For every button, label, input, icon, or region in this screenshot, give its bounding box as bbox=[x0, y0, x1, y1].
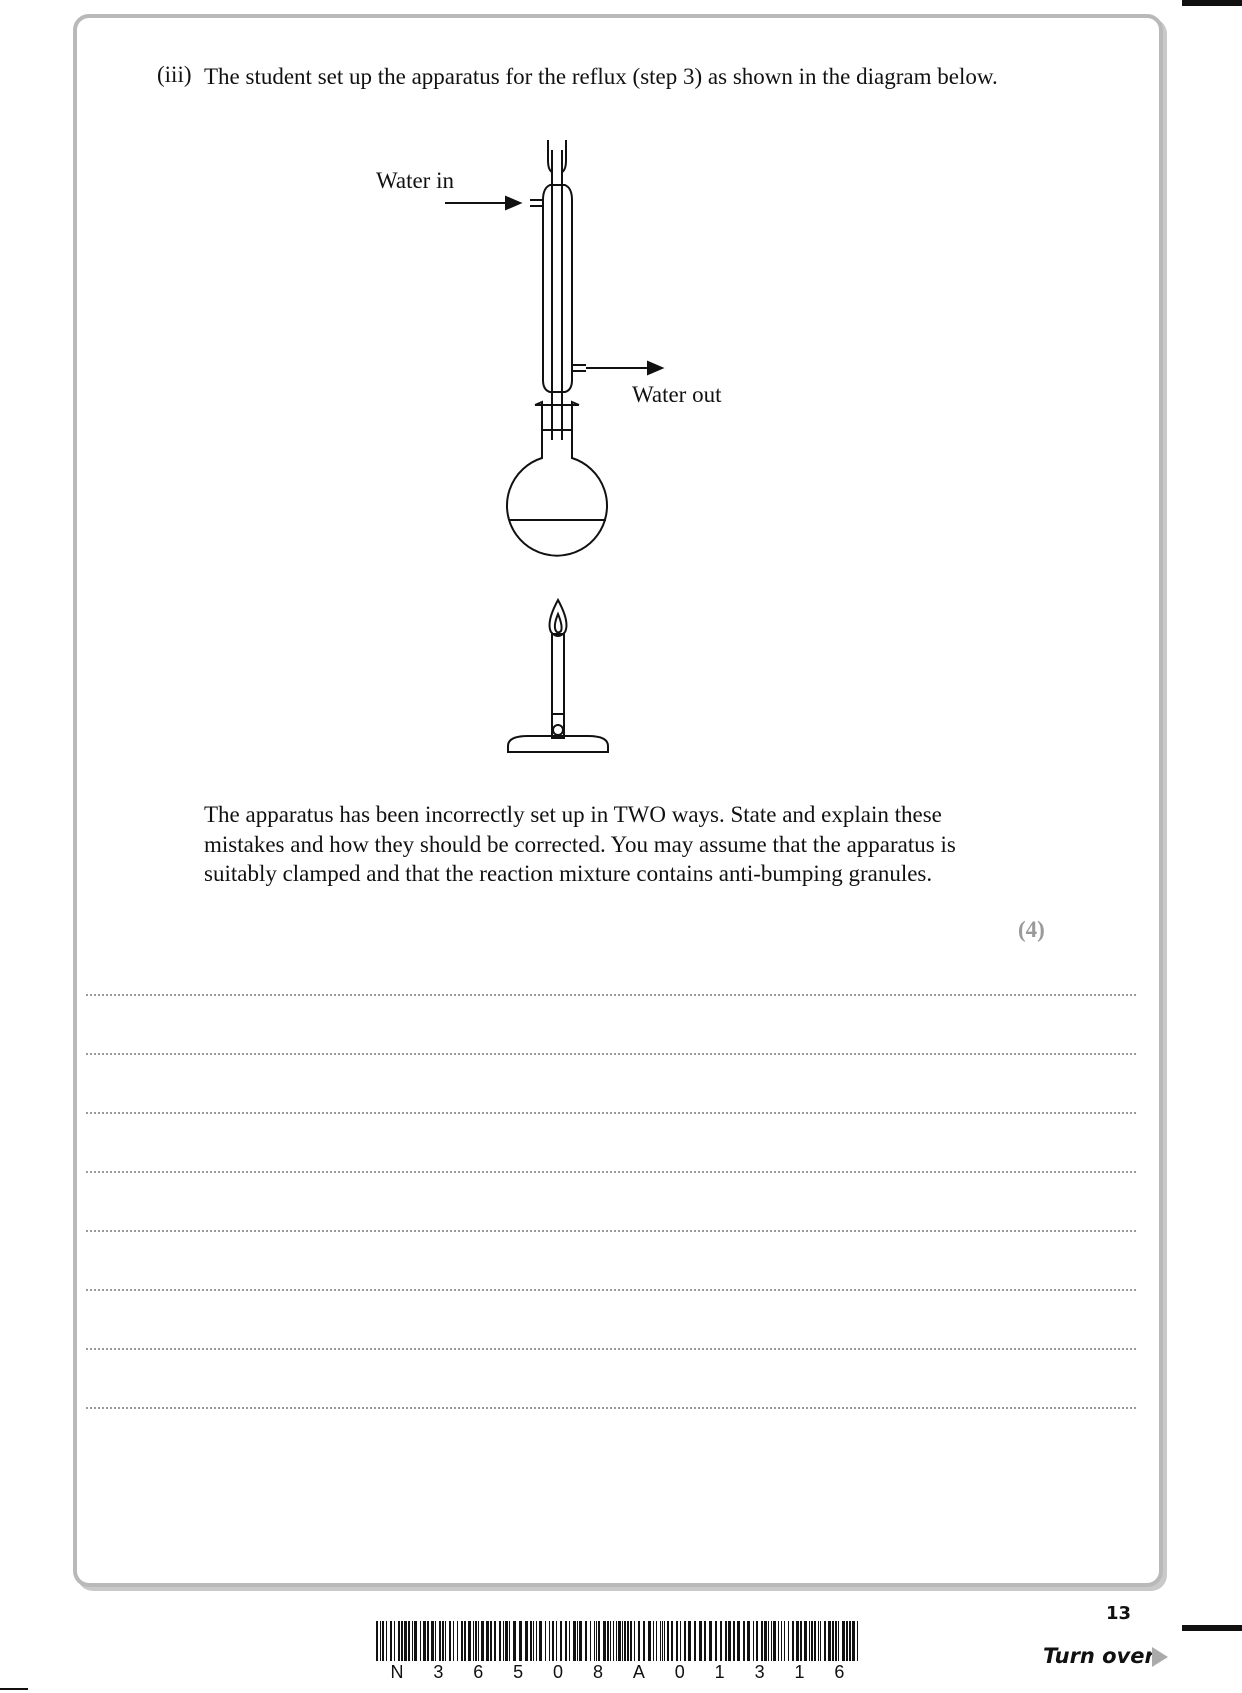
barcode-bar bbox=[630, 1621, 632, 1661]
barcode-bar bbox=[684, 1621, 686, 1661]
barcode-bar bbox=[680, 1621, 681, 1661]
bunsen-flame-inner bbox=[555, 614, 562, 633]
barcode-char: N bbox=[390, 1662, 405, 1682]
barcode-char: 6 bbox=[473, 1662, 485, 1682]
barcode-bar bbox=[737, 1621, 740, 1661]
barcode-bar bbox=[596, 1621, 597, 1661]
answer-line[interactable] bbox=[86, 1112, 1136, 1114]
round-bottom-flask bbox=[507, 440, 607, 556]
barcode-bar bbox=[634, 1621, 635, 1661]
barcode-bar bbox=[545, 1621, 546, 1661]
barcode-bar bbox=[577, 1621, 578, 1661]
barcode-bar bbox=[603, 1621, 606, 1661]
barcode-bar bbox=[761, 1621, 763, 1661]
barcode-bar bbox=[394, 1621, 395, 1661]
barcode-bar bbox=[427, 1621, 429, 1661]
barcode-bar bbox=[832, 1621, 834, 1661]
barcode-char: 5 bbox=[513, 1662, 525, 1682]
answer-lines[interactable] bbox=[86, 994, 1136, 1466]
barcode-bar bbox=[699, 1621, 702, 1661]
barcode-bar bbox=[503, 1621, 504, 1661]
barcode-bar bbox=[676, 1621, 678, 1661]
barcode-bar bbox=[781, 1621, 782, 1661]
barcode bbox=[376, 1621, 860, 1661]
barcode-bar bbox=[533, 1621, 534, 1661]
barcode-bar bbox=[773, 1621, 776, 1661]
barcode-bar bbox=[622, 1621, 623, 1661]
barcode-bar bbox=[725, 1621, 727, 1661]
barcode-bar bbox=[560, 1621, 562, 1661]
barcode-char: 3 bbox=[754, 1662, 766, 1682]
answer-line[interactable] bbox=[86, 994, 1136, 996]
barcode-bar bbox=[549, 1621, 550, 1661]
barcode-bar bbox=[809, 1621, 810, 1661]
barcode-bar bbox=[390, 1621, 392, 1661]
barcode-bar bbox=[768, 1621, 769, 1661]
answer-line[interactable] bbox=[86, 1230, 1136, 1232]
barcode-char: A bbox=[632, 1662, 646, 1682]
barcode-bar bbox=[481, 1621, 484, 1661]
barcode-bar bbox=[756, 1621, 758, 1661]
barcode-char: 8 bbox=[592, 1662, 604, 1682]
barcode-char: 0 bbox=[553, 1662, 565, 1682]
barcode-bar bbox=[435, 1621, 436, 1661]
barcode-bar bbox=[594, 1621, 595, 1661]
answer-line[interactable] bbox=[86, 1407, 1136, 1409]
barcode-bar bbox=[486, 1621, 489, 1661]
bunsen-barrel bbox=[552, 634, 564, 714]
barcode-bar bbox=[573, 1621, 576, 1661]
barcode-char: 1 bbox=[714, 1662, 726, 1682]
barcode-bar bbox=[792, 1621, 794, 1661]
barcode-bar bbox=[453, 1621, 454, 1661]
barcode-bar bbox=[461, 1621, 463, 1661]
barcode-text bbox=[376, 1662, 860, 1683]
barcode-bar bbox=[569, 1621, 570, 1661]
barcode-bar bbox=[835, 1621, 837, 1661]
barcode-char: 0 bbox=[674, 1662, 686, 1682]
barcode-bar bbox=[704, 1621, 706, 1661]
barcode-bar bbox=[382, 1621, 384, 1661]
barcode-bar bbox=[715, 1621, 717, 1661]
barcode-bar bbox=[857, 1621, 858, 1661]
question-number: (iii) bbox=[157, 62, 192, 87]
barcode-bar bbox=[552, 1621, 554, 1661]
barcode-bar bbox=[849, 1621, 851, 1661]
bunsen-air-hole bbox=[553, 725, 563, 735]
barcode-bar bbox=[804, 1621, 807, 1661]
barcode-bar bbox=[764, 1621, 767, 1661]
barcode-bar bbox=[490, 1621, 492, 1661]
barcode-bar bbox=[464, 1621, 466, 1661]
barcode-bar bbox=[565, 1621, 567, 1661]
barcode-bar bbox=[519, 1621, 522, 1661]
barcode-bar bbox=[408, 1621, 410, 1661]
barcode-bar bbox=[473, 1621, 474, 1661]
barcode-bar bbox=[445, 1621, 446, 1661]
barcode-bar bbox=[667, 1621, 669, 1661]
barcode-bar bbox=[624, 1621, 626, 1661]
edge-registration-mark bbox=[1182, 0, 1242, 6]
barcode-bar bbox=[380, 1621, 381, 1661]
barcode-bar bbox=[579, 1621, 582, 1661]
barcode-bar bbox=[818, 1621, 819, 1661]
barcode-bar bbox=[610, 1621, 611, 1661]
barcode-bar bbox=[828, 1621, 831, 1661]
barcode-bar bbox=[720, 1621, 722, 1661]
barcode-bar bbox=[423, 1621, 426, 1661]
barcode-bar bbox=[733, 1621, 735, 1661]
barcode-bar bbox=[556, 1621, 557, 1661]
barcode-bar bbox=[598, 1621, 600, 1661]
barcode-bar bbox=[457, 1621, 458, 1661]
barcode-bar bbox=[824, 1621, 826, 1661]
barcode-bar bbox=[662, 1621, 663, 1661]
barcode-bar bbox=[401, 1621, 403, 1661]
barcode-bar bbox=[842, 1621, 845, 1661]
barcode-char: 6 bbox=[834, 1662, 846, 1682]
barcode-bar bbox=[530, 1621, 532, 1661]
water-in-label: Water in bbox=[376, 168, 454, 193]
barcode-bar bbox=[814, 1621, 816, 1661]
barcode-bar bbox=[386, 1621, 387, 1661]
barcode-bar bbox=[509, 1621, 510, 1661]
barcode-bar bbox=[420, 1621, 421, 1661]
barcode-bar bbox=[660, 1621, 661, 1661]
barcode-bar bbox=[728, 1621, 731, 1661]
barcode-bar bbox=[616, 1621, 617, 1661]
barcode-bar bbox=[820, 1621, 821, 1661]
barcode-bar bbox=[536, 1621, 537, 1661]
water-out-label: Water out bbox=[632, 382, 722, 407]
barcode-bar bbox=[811, 1621, 813, 1661]
barcode-bar bbox=[747, 1621, 750, 1661]
barcode-bar bbox=[709, 1621, 712, 1661]
edge-registration-mark bbox=[1182, 1625, 1242, 1631]
barcode-bar bbox=[743, 1621, 745, 1661]
bunsen-flame bbox=[550, 600, 567, 636]
page-number: 13 bbox=[1106, 1603, 1132, 1624]
turn-over-arrow-icon bbox=[1152, 1647, 1168, 1667]
barcode-bar bbox=[539, 1621, 542, 1661]
barcode-bar bbox=[800, 1621, 802, 1661]
barcode-bar bbox=[648, 1621, 651, 1661]
barcode-bar bbox=[475, 1621, 477, 1661]
reflux-apparatus-diagram bbox=[360, 140, 780, 760]
barcode-bar bbox=[505, 1621, 508, 1661]
barcode-bar bbox=[590, 1621, 591, 1661]
barcode-bar bbox=[653, 1621, 654, 1661]
turn-over-label: Turn over bbox=[1043, 1644, 1155, 1668]
marks-allocation: (4) bbox=[1018, 917, 1045, 942]
barcode-bar bbox=[414, 1621, 417, 1661]
barcode-bar bbox=[664, 1621, 665, 1661]
barcode-bar bbox=[788, 1621, 789, 1661]
barcode-bar bbox=[525, 1621, 528, 1661]
barcode-bar bbox=[643, 1621, 645, 1661]
barcode-bar bbox=[618, 1621, 621, 1661]
barcode-bar bbox=[499, 1621, 501, 1661]
barcode-char: 3 bbox=[433, 1662, 445, 1682]
barcode-bar bbox=[778, 1621, 779, 1661]
barcode-bar bbox=[442, 1621, 444, 1661]
barcode-bar bbox=[688, 1621, 691, 1661]
barcode-bar bbox=[494, 1621, 496, 1661]
barcode-bar bbox=[694, 1621, 696, 1661]
barcode-bar bbox=[627, 1621, 629, 1661]
barcode-bar bbox=[656, 1621, 657, 1661]
answer-line[interactable] bbox=[86, 1053, 1136, 1055]
barcode-bar bbox=[753, 1621, 754, 1661]
barcode-bar bbox=[838, 1621, 839, 1661]
barcode-bar bbox=[404, 1621, 407, 1661]
barcode-bar bbox=[398, 1621, 400, 1661]
answer-line[interactable] bbox=[86, 1348, 1136, 1350]
answer-line[interactable] bbox=[86, 1289, 1136, 1291]
question-instructions: The apparatus has been incorrectly set up in TWO ways. State and explain these mistakes and how they should be corrected. You may assume that the apparatus is suitably clamped and that the reaction mixture contains anti-bumping granules. bbox=[204, 802, 956, 886]
barcode-bar bbox=[852, 1621, 855, 1661]
barcode-bar bbox=[478, 1621, 479, 1661]
barcode-bar bbox=[585, 1621, 587, 1661]
question-text: The student set up the apparatus for the reflux (step 3) as shown in the diagram below. bbox=[204, 64, 998, 89]
barcode-bar bbox=[513, 1621, 516, 1661]
barcode-bar bbox=[638, 1621, 640, 1661]
barcode-bar bbox=[671, 1621, 673, 1661]
barcode-bar bbox=[771, 1621, 772, 1661]
barcode-bar bbox=[376, 1621, 378, 1661]
condenser-top-flare bbox=[548, 140, 566, 172]
barcode-bar bbox=[784, 1621, 785, 1661]
answer-line[interactable] bbox=[86, 1171, 1136, 1173]
barcode-char: 1 bbox=[794, 1662, 806, 1682]
barcode-bar bbox=[431, 1621, 434, 1661]
barcode-bar bbox=[439, 1621, 441, 1661]
barcode-bar bbox=[796, 1621, 799, 1661]
barcode-bar bbox=[468, 1621, 471, 1661]
barcode-bar bbox=[412, 1621, 413, 1661]
edge-registration-mark bbox=[0, 1688, 28, 1690]
barcode-bar bbox=[846, 1621, 848, 1661]
barcode-bar bbox=[449, 1621, 451, 1661]
barcode-bar bbox=[607, 1621, 609, 1661]
barcode-bar bbox=[613, 1621, 614, 1661]
condenser-outer bbox=[543, 185, 572, 392]
